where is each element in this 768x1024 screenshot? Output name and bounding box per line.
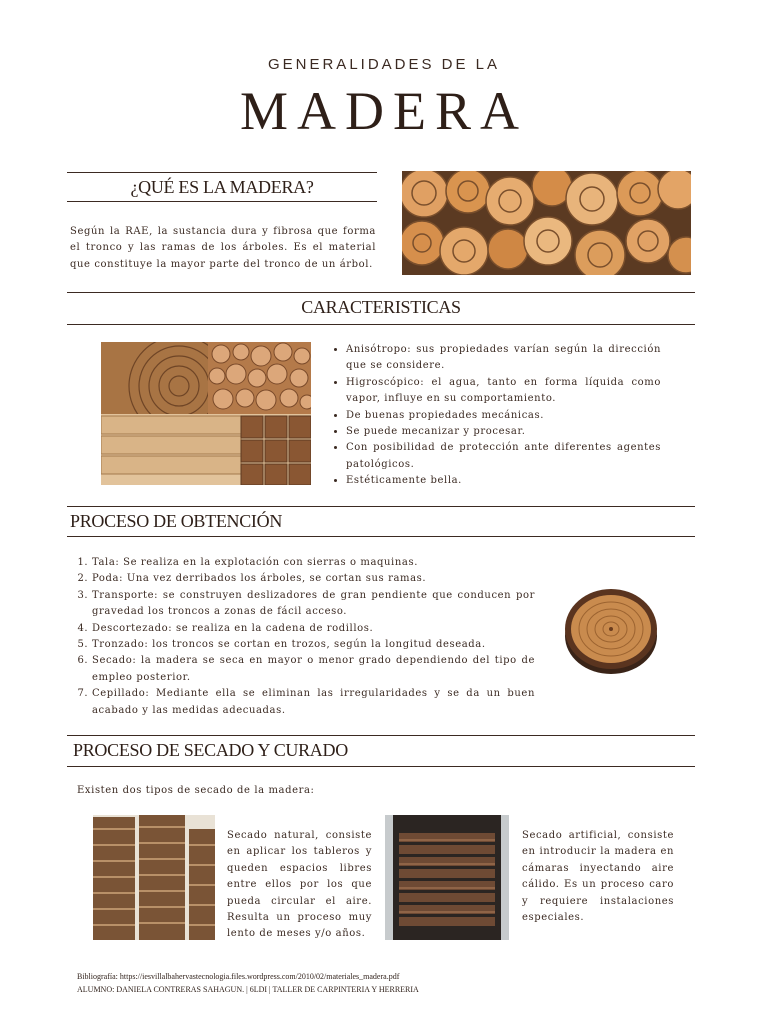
stacked-logs-photo [402,171,691,275]
list-item: 3. Transporte: se construyen deslizadores de gran pendiente que conducen por gravedad los troncos a zonas de fácil acceso. [92,588,535,621]
divider [67,735,695,736]
list-item: 1. Tala: Se realiza en la explotación con sierras o maquinas. [92,555,535,571]
divider [67,172,377,173]
page-title: MADERA [239,81,528,141]
secado-intro: Existen dos tipos de secado de la madera: [77,785,315,796]
section-heading-caracteristicas: CARACTERISTICAS [301,297,461,317]
list-item: • Anisótropo: sus propiedades varían según la dirección que se considere. [346,342,661,375]
section-heading-obtencion: PROCESO DE OBTENCIÓN [70,511,283,531]
section-heading-secado: PROCESO DE SECADO Y CURADO [73,740,348,760]
caracteristicas-list [333,342,661,490]
drying-kiln-chamber [385,815,509,940]
divider [67,324,695,325]
alumno-info: ALUMNO: DANIELA CONTRERAS SAHAGUN. | 6LDI | TALLER DE CARPINTERIA Y HERRERIA [77,985,419,994]
list-item: 4. Descortezado: se realiza en la cadena de rodillos. [92,621,535,637]
list-item: 6. Secado: la madera se seca en mayor o menor grado dependiendo del tipo de empleo posterior. [92,653,535,686]
divider [67,506,695,507]
tree-trunk-slice [562,584,660,676]
list-item: • Higroscópico: el agua, tanto en forma líquida como vapor, influye en su comportamiento. [346,375,661,408]
bibliografia: Bibliografía: https://iesvillalbahervastecnologia.files.wordpress.com/2010/02/materiales_madera.pdf [77,972,400,981]
secado-natural-text: Secado natural, consiste en aplicar los tableros y queden espacios libres entre ellos por los que pueda circular el aire. Resulta un proceso muy lento de meses y/o años. [227,830,372,940]
divider [67,536,695,537]
page-kicker: GENERALIDADES DE LA [267,56,501,73]
list-item: • Con posibilidad de protección ante diferentes agentes patológicos. [346,440,661,473]
list-item: 2. Poda: Una vez derribados los árboles, se cortan sus ramas. [92,571,535,587]
secado-artificial-text: Secado artificial, consiste en introducir la madera en cámaras inyectando aire cálido. Es un proceso caro y requiere instalaciones especiales. [522,830,674,924]
natural-drying-lumber-stack [93,815,215,940]
divider [67,766,695,767]
wood-textures-collage [101,342,311,485]
divider [67,292,695,293]
list-item: 5. Tronzado: los troncos se cortan en trozos, según la longitud deseada. [92,637,535,653]
list-item: • Se puede mecanizar y procesar. [346,424,661,440]
obtencion-steps [72,555,535,719]
section-heading-que-es: ¿QUÉ ES LA MADERA? [130,177,314,197]
list-item: • Estéticamente bella. [346,473,661,489]
list-item: • De buenas propiedades mecánicas. [346,408,661,424]
list-item: 7. Cepillado: Mediante ella se eliminan las irregularidades y se da un buen acabado y las medidas adecuadas. [92,686,535,719]
divider [67,201,377,202]
que-es-text: Según la RAE, la sustancia dura y fibrosa que forma el tronco y las ramas de los árboles. Es el material que constituye la mayor parte del tronco de un árbol. [70,226,376,270]
